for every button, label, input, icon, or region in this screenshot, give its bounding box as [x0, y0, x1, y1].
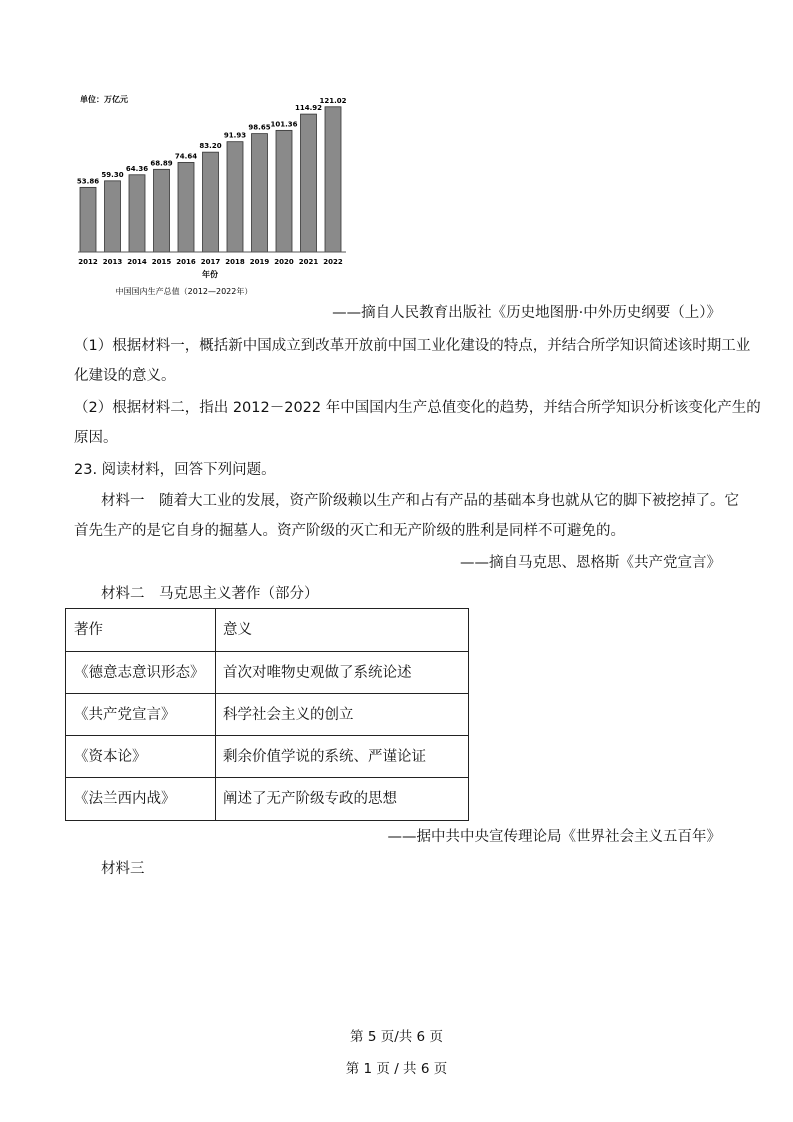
bar-2014	[129, 175, 145, 252]
table-cell-work: 《法兰西内战》	[74, 791, 176, 807]
chart-unit-label: 单位：万亿元	[80, 95, 128, 104]
value-label-2018: 91.93	[223, 131, 247, 140]
bar-2012	[80, 187, 96, 252]
table-row	[66, 735, 468, 777]
value-label-2017: 83.20	[199, 142, 222, 151]
table-cell-significance: 阐述了无产阶级专政的思想	[223, 791, 397, 807]
question-2-line-1: （2）根据材料二，指出 2012－2022 年中国国内生产总值变化的趋势，并结合所学知识分析该变化产生的	[74, 400, 761, 416]
category-label-2012: 2012	[78, 258, 98, 266]
works-table	[65, 608, 469, 821]
table-cell-work: 《共产党宣言》	[74, 707, 176, 723]
value-label-2021: 114.92	[294, 104, 323, 113]
value-label-2022: 121.02	[319, 96, 347, 105]
page-footer-secondary: 第 1 页 / 共 6 页	[345, 1061, 448, 1077]
category-label-2015: 2015	[151, 258, 172, 266]
bar-2016	[178, 162, 194, 252]
bar-2022	[325, 107, 341, 252]
question-1-line-2: 化建设的意义。	[74, 368, 176, 384]
source-citation-3: ——据中共中央宣传理论局《世界社会主义五百年》	[387, 829, 721, 845]
question-23-title: 23. 阅读材料，回答下列问题。	[74, 462, 276, 478]
material-3-title: 材料三	[101, 861, 145, 877]
value-label-2019: 98.65	[248, 123, 271, 132]
category-label-2021: 2021	[298, 258, 319, 266]
bar-2018	[227, 142, 243, 252]
category-label-2020: 2020	[274, 258, 294, 266]
page-footer-primary: 第 5 页/共 6 页	[350, 1029, 443, 1045]
chart-xlabel: 年份	[202, 270, 218, 279]
material-2-title: 材料二 马克思主义著作（部分）	[101, 586, 319, 602]
material-1-line-2: 首先生产的是它自身的掘墓人。资产阶级的灭亡和无产阶级的胜利是同样不可避免的。	[74, 523, 625, 539]
table-header-work: 著作	[74, 622, 103, 638]
value-label-2012: 53.86	[76, 177, 100, 186]
source-citation-1: ——摘自人民教育出版社《历史地图册·中外历史纲要（上）》	[332, 305, 721, 321]
chart-title: 中国国内生产总值（2012—2022年）	[115, 287, 253, 296]
question-1-line-1: （1）根据材料一，概括新中国成立到改革开放前中国工业化建设的特点，并结合所学知识简述该时期工业	[74, 338, 751, 354]
table-cell-work: 《德意志意识形态》	[74, 665, 205, 681]
value-label-2013: 59.30	[101, 170, 124, 179]
category-label-2017: 2017	[200, 258, 221, 266]
category-label-2016: 2016	[176, 258, 196, 266]
bar-2019	[252, 134, 268, 252]
bar-2013	[105, 181, 121, 252]
category-label-2014: 2014	[127, 258, 147, 266]
table-row	[66, 651, 468, 693]
table-row	[66, 777, 468, 819]
table-header-row	[66, 609, 468, 651]
category-label-2019: 2019	[249, 258, 270, 266]
table-cell-significance: 首次对唯物史观做了系统论述	[223, 665, 412, 681]
table-cell-work: 《资本论》	[74, 749, 147, 765]
value-label-2014: 64.36	[125, 164, 149, 173]
category-label-2013: 2013	[102, 258, 123, 266]
source-citation-2: ——摘自马克思、恩格斯《共产党宣言》	[460, 555, 721, 571]
bar-2020	[276, 130, 292, 252]
table-cell-significance: 科学社会主义的创立	[223, 707, 354, 723]
value-label-2016: 74.64	[174, 152, 198, 161]
bar-2015	[154, 169, 170, 252]
bar-2017	[203, 152, 219, 252]
table-row	[66, 693, 468, 735]
table-cell-significance: 剩余价值学说的系统、严谨论证	[223, 749, 426, 765]
value-label-2020: 101.36	[270, 120, 298, 129]
question-2-line-2: 原因。	[74, 430, 118, 446]
bar-2021	[301, 114, 317, 252]
category-label-2022: 2022	[323, 258, 343, 266]
material-1-line-1: 材料一 随着大工业的发展，资产阶级赖以生产和占有产品的基础本身也就从它的脚下被挖掉了。它	[101, 493, 739, 509]
gdp-bar-chart	[74, 88, 360, 300]
table-header-significance: 意义	[223, 622, 252, 638]
value-label-2015: 68.89	[150, 159, 173, 168]
category-label-2018: 2018	[225, 258, 245, 266]
